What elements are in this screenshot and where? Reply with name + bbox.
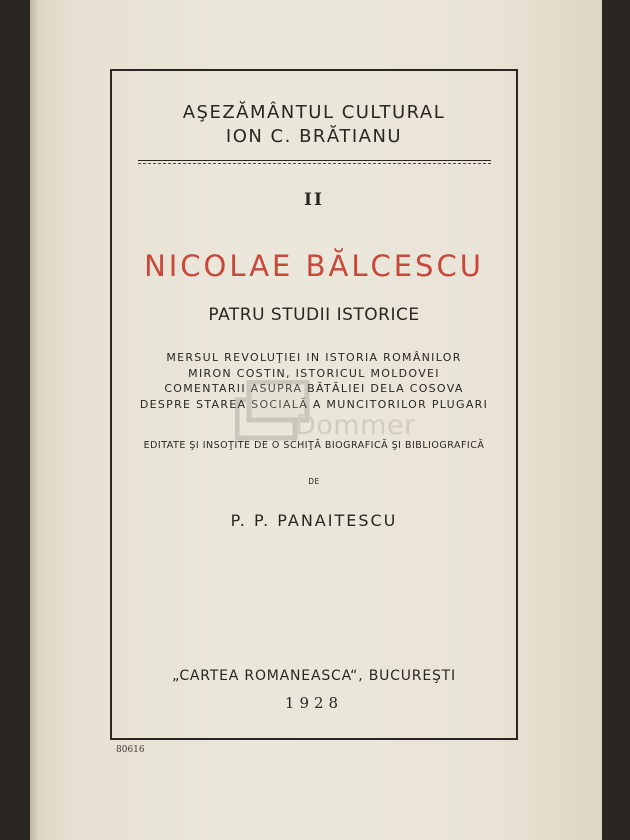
page-edge [30, 0, 38, 840]
book-title: NICOLAE BĂLCESCU [144, 249, 484, 283]
publisher-institution-line1: AŞEZĂMÂNTUL CULTURAL [182, 102, 446, 123]
imprint-year: 1928 [284, 694, 344, 712]
study-item: MERSUL REVOLUŢIEI IN ISTORIA ROMÂNILOR [166, 351, 462, 364]
header-rule [138, 160, 491, 161]
watermark-text: Dommer [295, 410, 416, 441]
study-item: DESPRE STAREA SOCIALĂ A MUNCITORILOR PLUGARI [139, 397, 489, 411]
study-item: COMENTARII ASUPRA BĂTĂLIEI DELA COSOVA [164, 382, 464, 395]
book-subtitle: PATRU STUDII ISTORICE [208, 305, 420, 325]
studies-list [110, 350, 518, 412]
inventory-number: 80616 [116, 745, 145, 755]
volume-number: II [304, 190, 324, 210]
edited-note: EDITATE ŞI INSOŢITE DE O SCHIŢĂ BIOGRAFICĂ ŞI BIBLIOGRAFICĂ [143, 440, 485, 451]
editor-name: P. P. PANAITESCU [230, 511, 398, 530]
header-rule-dashed [138, 163, 491, 164]
study-item: MIRON COSTIN, ISTORICUL MOLDOVEI [188, 366, 440, 380]
publisher-institution-line2: ION C. BRĂTIANU [225, 126, 403, 147]
imprint-publisher: „CARTEA ROMANEASCA“, BUCUREŞTI [172, 668, 456, 684]
by-label: DE [308, 477, 320, 486]
